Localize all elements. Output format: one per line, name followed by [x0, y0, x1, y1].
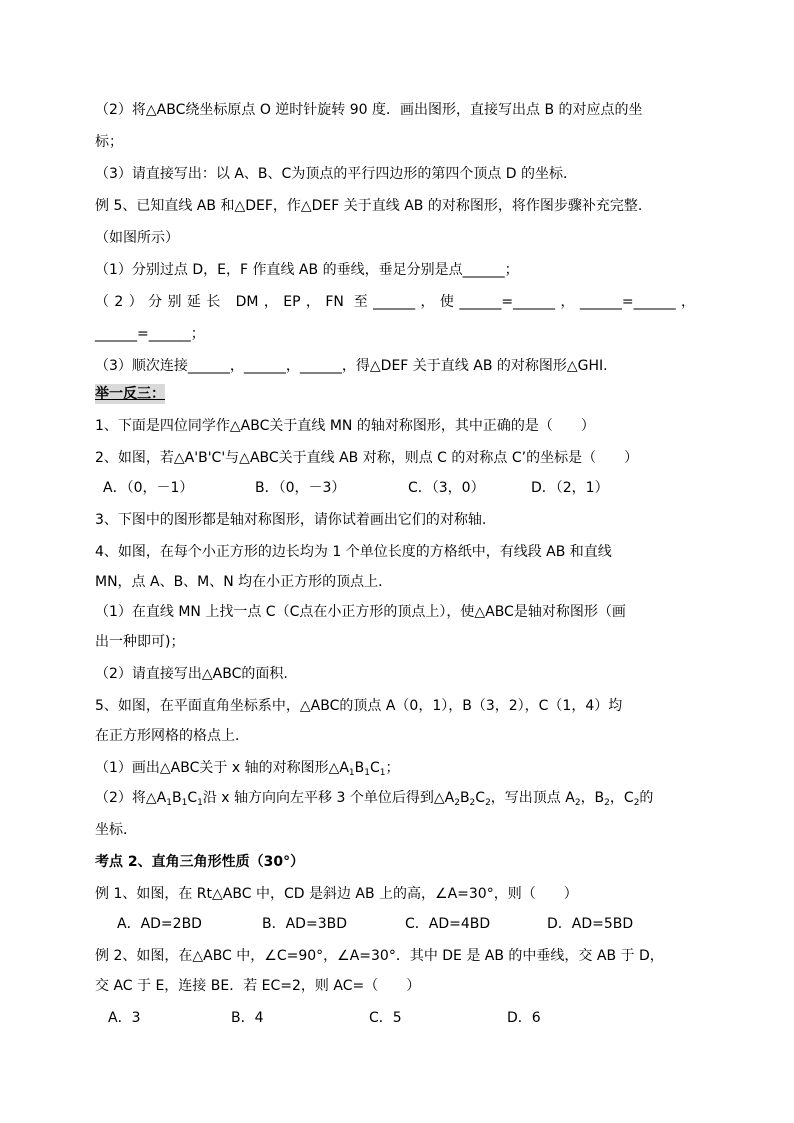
ex2-option-b: B．4 [231, 1010, 264, 1026]
line-ex5-a: 例 5、已知直线 AB 和△DEF，作△DEF 关于直线 AB 的对称图形，将作图步骤补充完整. [95, 198, 643, 214]
line-q2: 2、如图，若△A'B'C'与△ABC关于直线 AB 对称，则点 C 的对称点 C’的坐标是（ ） [95, 450, 639, 466]
line-q1: 1、下面是四位同学作△ABC关于直线 MN 的轴对称图形，其中正确的是（ ） [95, 418, 595, 434]
line-q5-2b: 坐标． [95, 822, 137, 838]
ex2-option-a: A．3 [108, 1010, 141, 1026]
line-ex5-3: （3）顺次连接______，______，______，得△DEF 关于直线 AB 的对称图形△GHI. [95, 358, 608, 374]
line-ex5-2b: ______=______； [95, 326, 205, 342]
line-p2-2a: （2）将△ABC绕坐标原点 O 逆时针旋转 90 度．画出图形，直接写出点 B 的对应点的坐 [95, 102, 643, 118]
line-t2-ex1: 例 1、如图，在 Rt△ABC 中，CD 是斜边 AB 上的高，∠A=30°，则（ ） [95, 886, 578, 902]
line-q5-2a: （2）将$\triangle A_1B_1C_1$沿 x 轴方向向左平移 3 个单位后得到$\triangle A_2B_2C_2$，写出顶点 $A_2$，$B_2$，$C_2$的 [95, 790, 654, 808]
line-q5a: 5、如图，在平面直角坐标系中，△ABC的顶点 A（0，1），B（3，2），C（1，4）均 [95, 698, 623, 714]
topic-heading: 考点 2、直角三角形性质（30°） [95, 854, 305, 870]
ex1-option-b: B．AD=3BD [262, 916, 347, 932]
line-p2-2b: 标； [95, 134, 123, 150]
ex1-option-c: C．AD=4BD [405, 916, 491, 932]
line-q4-1b: 出一种即可)； [95, 634, 185, 650]
line-q4-1a: （1）在直线 MN 上找一点 C（C点在小正方形的顶点上），使△ABC是轴对称图形（画 [95, 604, 626, 620]
line-q5-1: （1）画出△ABC关于 x 轴的对称图形$\triangle A_1B_1C_1$； [95, 760, 400, 778]
section-heading: 举一反三： [95, 386, 165, 402]
q2-option-b: B．（0，－3） [255, 480, 346, 496]
line-q4-2: （2）请直接写出△ABC的面积. [95, 666, 288, 682]
line-p2-3: （3）请直接写出：以 A、B、C为顶点的平行四边形的第四个顶点 D 的坐标． [95, 166, 577, 182]
ex1-option-d: D．AD=5BD [547, 916, 634, 932]
line-q4a: 4、如图，在每个小正方形的边长均为 1 个单位长度的方格纸中，有线段 AB 和直线 [95, 544, 612, 560]
q2-option-a: A．（0，－1） [103, 480, 194, 496]
q2-option-d: D．（2，1） [531, 480, 609, 496]
line-ex5-b: （如图所示） [95, 230, 179, 246]
q2-option-c: C．（3，0） [408, 480, 485, 496]
ex2-option-d: D．6 [507, 1010, 541, 1026]
line-ex5-2a: （2）分别延长 DM，EP，FN 至______，使______=______，______=______， [95, 294, 695, 310]
line-q4b: MN，点 A、B、M、N 均在小正方形的顶点上． [95, 574, 393, 590]
line-q3: 3、下图中的图形都是轴对称图形，请你试着画出它们的对称轴. [95, 512, 487, 528]
line-q5b: 在正方形网格的格点上． [95, 728, 249, 744]
line-t2-ex2b: 交 AC 于 E，连接 BE．若 EC=2，则 AC=（ ） [95, 978, 421, 994]
ex1-option-a: A．AD=2BD [117, 916, 202, 932]
ex2-option-c: C．5 [369, 1010, 402, 1026]
line-t2-ex2a: 例 2、如图，在△ABC 中，∠C=90°，∠A=30°．其中 DE 是 AB 的中垂线，交 AB 于 D， [95, 948, 664, 964]
line-ex5-1: （1）分别过点 D，E，F 作直线 AB 的垂线，垂足分别是点______； [95, 262, 519, 278]
